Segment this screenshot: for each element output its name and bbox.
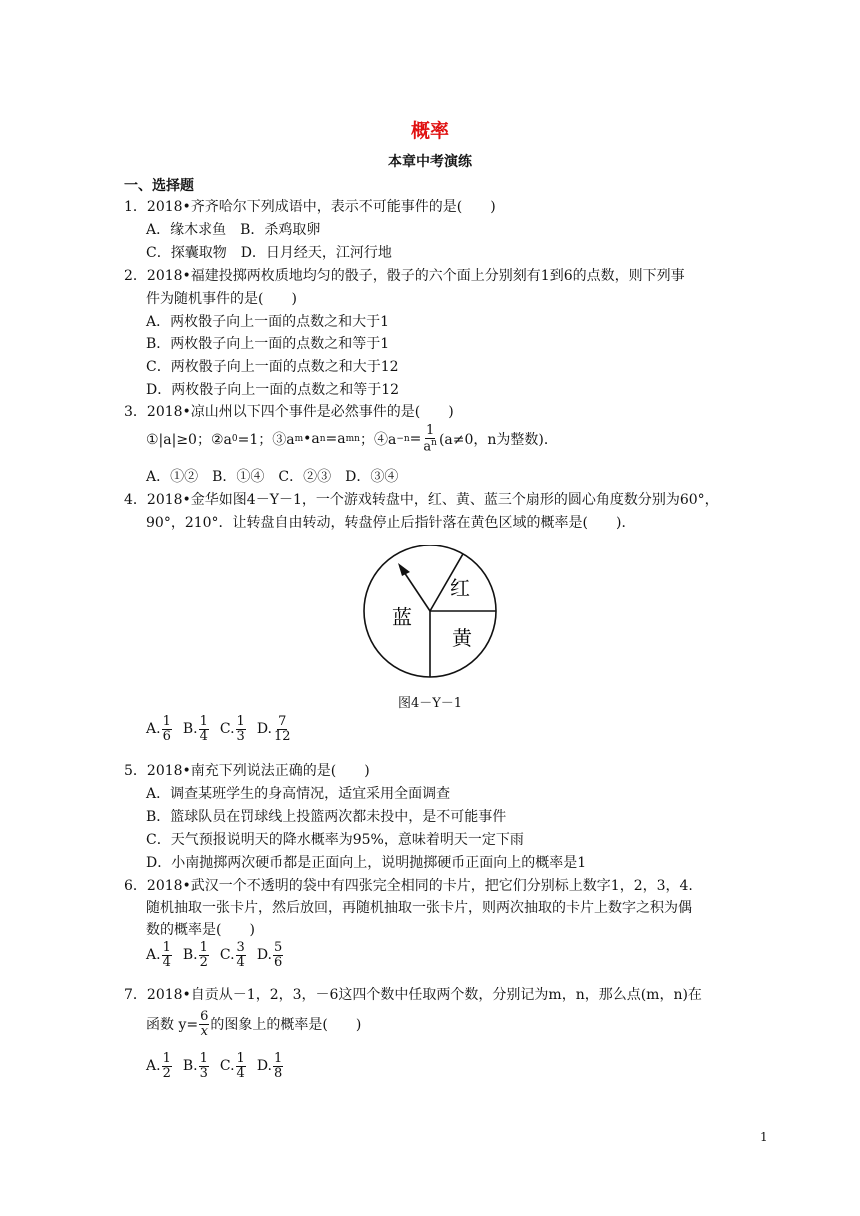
- q2-option-c: C．两枚骰子向上一面的点数之和大于12: [146, 359, 399, 375]
- q6-choice-d-numerator: 5: [274, 940, 283, 955]
- q7-choice-b-letter: B.: [182, 1058, 198, 1075]
- q7-stem-line2-start: 函数 y=: [146, 1017, 199, 1034]
- q6-stem-line2: 随机抽取一张卡片，然后放回，再随机抽取一张卡片，则两次抽取的卡片上数字之积为偶: [146, 900, 692, 916]
- q7-choice-a: [146, 1052, 173, 1080]
- q3-formula-sup5: −n: [396, 433, 410, 444]
- q3-formula-line: [146, 424, 558, 454]
- q7-choice-b: [183, 1052, 210, 1080]
- q5-option-c: C．天气预报说明天的降水概率为95%，意味着明天一定下雨: [146, 832, 524, 848]
- q3-options: A．①② B．①④ C．②③ D．③④: [146, 469, 399, 485]
- q4-choice-c-fraction: [236, 715, 246, 743]
- q6-choice-b-fraction: [199, 941, 209, 969]
- q3-formula-part3: •a: [303, 430, 320, 447]
- section-heading: 一、选择题: [124, 178, 194, 194]
- q6-choice-d-letter: D.: [256, 947, 273, 964]
- q7-choice-d-denominator: 8: [274, 1065, 283, 1081]
- q7-choice-c: [220, 1052, 247, 1080]
- q6-choice-c-denominator: 4: [236, 954, 245, 970]
- q3-formula-part4: =a: [325, 430, 346, 447]
- q4-choice-c-denominator: 3: [236, 728, 245, 744]
- q6-choice-c-letter: C.: [219, 947, 235, 964]
- q3-stem: 3．2018•凉山州以下四个事件是必然事件的是( ): [124, 404, 454, 420]
- q3-fraction-denominator: a: [423, 438, 432, 454]
- q4-choice-c: [220, 715, 247, 743]
- q7-stem-line1: 7．2018•自贡从－1，2，3，－6这四个数中任取两个数，分别记为m，n，那么点(m，n)在: [124, 987, 702, 1003]
- q5-option-a: A．调查某班学生的身高情况，适宜采用全面调查: [146, 786, 451, 802]
- q3-fraction-numerator: 1: [426, 423, 435, 438]
- q7-function-denominator: x: [200, 1023, 208, 1039]
- q6-choice-a-letter: A.: [146, 947, 161, 964]
- q4-stem-line2: 90°，210°．让转盘自由转动，转盘停止后指针落在黄色区域的概率是( )．: [146, 515, 636, 531]
- q4-stem-line1: 4．2018•金华如图4－Y－1，一个游戏转盘中，红、黄、蓝三个扇形的圆心角度数分别为60°，: [124, 492, 719, 508]
- q7-choice-a-fraction: [162, 1052, 172, 1080]
- q7-choice-c-numerator: 1: [236, 1051, 245, 1066]
- q4-choice-d-numerator: 7: [278, 714, 287, 729]
- q6-choice-c: [220, 941, 247, 969]
- q3-formula-part1: ①|a|≥0；②a: [146, 431, 232, 448]
- q3-formula-sup2: m: [294, 433, 304, 444]
- q6-choice-c-numerator: 3: [236, 940, 245, 955]
- page-title: 概率: [410, 120, 449, 142]
- q2-stem-line1: 2．2018•福建投掷两枚质地均匀的骰子，骰子的六个面上分别刻有1到6的点数，则下列事: [124, 268, 685, 284]
- q4-choice-b-numerator: 1: [199, 714, 208, 729]
- q6-choice-a-numerator: 1: [162, 940, 171, 955]
- q4-choice-c-letter: C.: [219, 721, 235, 738]
- q1-stem: 1．2018•齐齐哈尔下列成语中，表示不可能事件的是( ): [124, 199, 496, 215]
- q6-choice-a-denominator: 4: [162, 954, 171, 970]
- q7-choice-d-letter: D.: [256, 1058, 273, 1075]
- page-number: 1: [760, 1130, 768, 1144]
- q4-choice-b-letter: B.: [182, 721, 198, 738]
- q7-choice-c-denominator: 4: [236, 1065, 245, 1081]
- q4-choice-c-numerator: 1: [236, 714, 245, 729]
- q7-choice-c-fraction: [236, 1052, 246, 1080]
- q6-choice-b-denominator: 2: [199, 954, 208, 970]
- q4-choice-b-fraction: [199, 715, 209, 743]
- q7-choices: [146, 1052, 294, 1080]
- q6-choice-b-numerator: 1: [199, 940, 208, 955]
- q6-choices: [146, 941, 294, 969]
- q2-option-a: A．两枚骰子向上一面的点数之和大于1: [146, 314, 390, 330]
- q7-function-fraction: [199, 1010, 209, 1038]
- q3-formula-part7: (a≠0，n为整数)．: [438, 431, 558, 448]
- q6-choice-b: [183, 941, 210, 969]
- q7-function-numerator: 6: [200, 1009, 209, 1024]
- q6-stem-line1: 6．2018•武汉一个不透明的袋中有四张完全相同的卡片，把它们分别标上数字1，2，3，4.: [124, 878, 693, 894]
- q6-stem-line3: 数的概率是( ): [146, 922, 255, 938]
- q7-choice-a-denominator: 2: [162, 1065, 171, 1081]
- q3-formula-part5: ；④a: [359, 431, 397, 448]
- q3-formula-sup3: n: [319, 433, 326, 444]
- sector-label-red: 红: [450, 576, 470, 600]
- sector-label-yellow: 黄: [452, 626, 472, 650]
- q7-choice-b-numerator: 1: [199, 1051, 208, 1066]
- q3-fraction: [422, 424, 438, 454]
- q4-choice-b-denominator: 4: [199, 728, 208, 744]
- q4-choice-a-denominator: 6: [162, 728, 171, 744]
- q5-stem: 5．2018•南充下列说法正确的是( ): [124, 763, 370, 779]
- q7-choice-a-numerator: 1: [162, 1051, 171, 1066]
- q4-choice-d-fraction: [273, 715, 292, 743]
- q6-choice-d: [257, 941, 284, 969]
- q3-fraction-denominator-sup: n: [431, 437, 437, 448]
- q1-options-line2: C．探囊取物 D．日月经天，江河行地: [146, 245, 392, 261]
- q2-stem-line2: 件为随机事件的是( ): [146, 291, 297, 307]
- q4-choice-a-letter: A.: [146, 721, 161, 738]
- spinner-figure: [358, 545, 504, 681]
- q7-choice-b-denominator: 3: [199, 1065, 208, 1081]
- q3-formula-sup4: mn: [345, 433, 360, 444]
- q7-choice-c-letter: C.: [219, 1058, 235, 1075]
- q7-choice-d-numerator: 1: [274, 1051, 283, 1066]
- q4-choice-d-letter: D.: [256, 721, 273, 738]
- q4-choice-d-denominator: 12: [274, 728, 291, 744]
- spinner-pointer-arrowhead: [398, 563, 410, 576]
- q7-choice-d-fraction: [273, 1052, 283, 1080]
- q6-choice-d-denominator: 6: [274, 954, 283, 970]
- q7-choice-d: [257, 1052, 284, 1080]
- q2-option-b: B．两枚骰子向上一面的点数之和等于1: [146, 336, 390, 352]
- q3-formula-sup1: 0: [231, 433, 238, 444]
- q4-choice-a-fraction: [162, 715, 172, 743]
- q7-stem-line2-end: 的图象上的概率是( ): [210, 1017, 362, 1034]
- q6-choice-a: [146, 941, 173, 969]
- q7-stem-line2: [146, 1010, 361, 1038]
- q5-option-b: B．篮球队员在罚球线上投篮两次都未投中，是不可能事件: [146, 809, 507, 825]
- q4-choice-d: [257, 715, 293, 743]
- q2-option-d: D．两枚骰子向上一面的点数之和等于12: [146, 382, 400, 398]
- q4-choice-b: [183, 715, 210, 743]
- q3-formula-part2: =1；③a: [237, 431, 295, 448]
- q3-formula-part6: =: [409, 430, 422, 447]
- q7-choice-b-fraction: [199, 1052, 209, 1080]
- figure-caption: 图4－Y－1: [397, 696, 463, 711]
- q6-choice-c-fraction: [236, 941, 246, 969]
- q6-choice-d-fraction: [273, 941, 283, 969]
- page-subtitle: 本章中考演练: [388, 154, 472, 170]
- q1-options-line1: A．缘木求鱼 B．杀鸡取卵: [146, 222, 321, 238]
- q4-choices: [146, 715, 303, 743]
- q7-choice-a-letter: A.: [146, 1058, 161, 1075]
- q5-option-d: D．小南抛掷两次硬币都是正面向上，说明抛掷硬币正面向上的概率是1: [146, 855, 587, 871]
- q6-choice-b-letter: B.: [182, 947, 198, 964]
- q4-choice-a: [146, 715, 173, 743]
- sector-label-blue: 蓝: [392, 605, 412, 629]
- q4-choice-a-numerator: 1: [162, 714, 171, 729]
- q6-choice-a-fraction: [162, 941, 172, 969]
